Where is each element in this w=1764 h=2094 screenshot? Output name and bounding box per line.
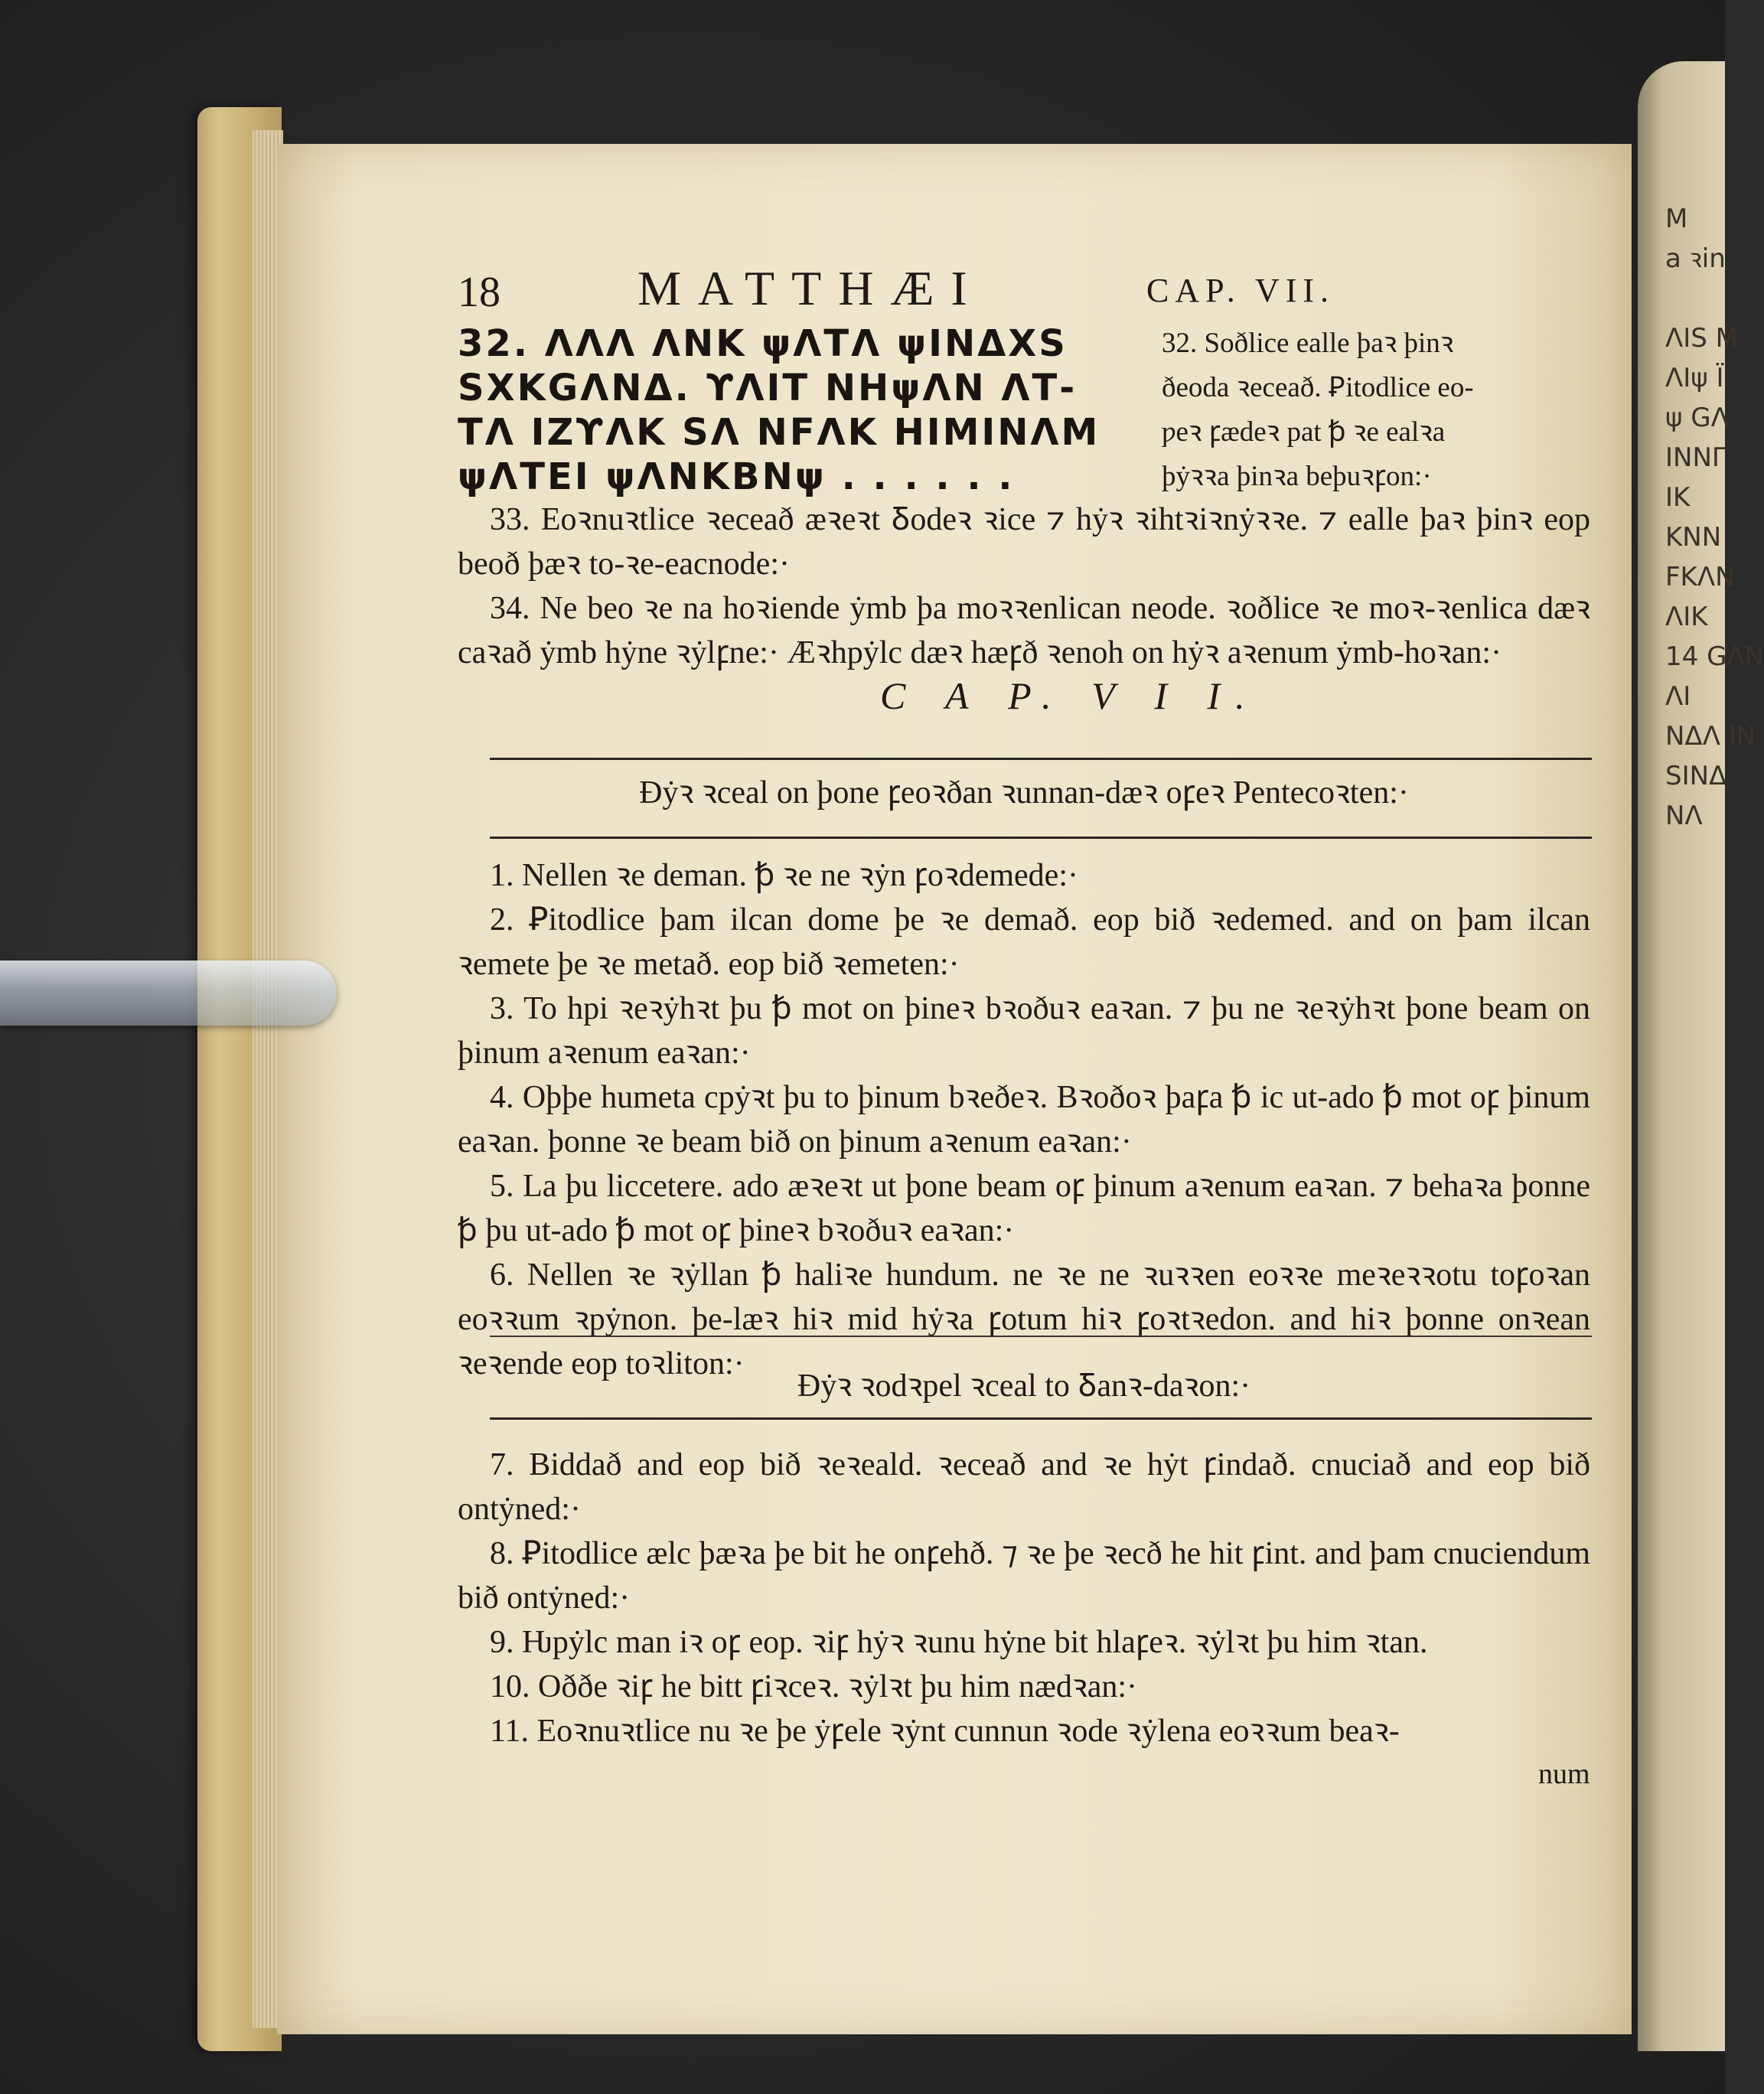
facing-line <box>1665 279 1727 318</box>
page-number: 18 <box>458 269 501 316</box>
verses-bottom <box>458 1443 1590 1753</box>
rule-divider <box>490 758 1592 760</box>
rule-divider <box>490 1417 1592 1420</box>
anglosaxon-line: 32. Soðlice ealle þaꝛ þinꝛ <box>1162 328 1454 359</box>
anglosaxon-line: þẏꝛꝛa þinꝛa beþuꝛꝼon:· <box>1162 461 1432 492</box>
facing-line: ΙΚ <box>1665 482 1691 513</box>
lection-heading-1: Ðẏꝛ ꝛceal on þone ꝼeoꝛðan ꝛunnan-dæꝛ oꝼeꝛ Pentecoꝛten:· <box>639 775 1409 811</box>
rule-divider <box>490 837 1592 839</box>
anglosaxon-column <box>1162 321 1590 499</box>
facing-page-text <box>1665 199 1764 836</box>
lection-heading-2: Ðẏꝛ ꝛodꝛpel ꝛceal to Ᵹanꝛ-daꝛon:· <box>797 1368 1251 1404</box>
facing-line: 14 GΛΝ <box>1665 641 1764 672</box>
gothic-line: ΤΛ ΙΖϒΛΚ SΛ ΝFΛΚ ΗΙΜΙΝΛΜ <box>458 411 1100 454</box>
gothic-line: 32. ΛΛΛ ΛΝΚ ψΛΤΛ ψΙΝΔΧS <box>458 322 1068 365</box>
facing-line: SΙΝΔ <box>1665 761 1727 791</box>
facing-line: ΚΝΝ <box>1665 522 1722 553</box>
anglosaxon-line: ƿeꝛ ꝼædeꝛ pat ꝥ ꝛe ealꝛa <box>1162 416 1446 448</box>
facing-line: a ꝛin <box>1665 243 1726 274</box>
verse: 10. Oððe ꝛiꝼ he bitt ꝼiꝛceꝛ. ꝛẏlꝛt þu him nædꝛan:· <box>490 1669 1138 1704</box>
running-title: MATTHÆI <box>637 261 984 315</box>
facing-line: FΚΛΝ <box>1665 562 1735 592</box>
verse: 34. Ne beo ꝛe na hoꝛiende ẏmb þa moꝛꝛenlican neode. ꝛoðlice ꝛe moꝛ-ꝛenlica dæꝛ caꝛað ẏmb hẏne ꝛẏlꝼne:· Æꝛhpẏlc dæꝛ hæꝼð ꝛenoh on hẏꝛ aꝛenum ẏmb-hoꝛan:· <box>458 591 1590 670</box>
gothic-line: SΧΚGΛΝΔ. ϒΛΙΤ ΝΗψΛΝ ΛΤ- <box>458 367 1078 409</box>
verses-top <box>458 497 1590 675</box>
verse: 33. Eoꝛnuꝛtlice ꝛeceað æꝛeꝛt Ᵹodeꝛ ꝛice ⁊ hẏꝛ ꝛihtꝛiꝛnẏꝛꝛe. ⁊ ealle þaꝛ þinꝛ eop beoð þæꝛ to-ꝛe-eacnode:· <box>458 502 1590 582</box>
chapter-label: CAP. VII. <box>1146 272 1335 309</box>
anglosaxon-line: ðeoda ꝛeceað. Ꝑitodlice eo- <box>1162 372 1474 403</box>
verse: 8. Ꝑitodlice ælc þæꝛa þe bit he onꝼehð. ⁊ ꝛe þe ꝛecð he hit ꝼint. and þam cnuciendum bið ontẏned:· <box>458 1536 1590 1616</box>
verse: 9. Ƕpẏlc man iꝛ oꝼ eop. ꝛiꝼ hẏꝛ ꝛunu hẏne bit hlaꝼeꝛ. ꝛẏlꝛt þu him ꝛtan. <box>490 1625 1428 1660</box>
facing-line: ψ GΛ <box>1665 403 1729 433</box>
gothic-column <box>458 321 1146 499</box>
facing-line: ΛΙΚ <box>1665 602 1708 632</box>
verse: 3. To hpi ꝛeꝛẏhꝛt þu ꝥ mot on þineꝛ bꝛoðuꝛ eaꝛan. ⁊ þu ne ꝛeꝛẏhꝛt þone beam on þinum aꝛenum eaꝛan:· <box>458 991 1590 1071</box>
verse: 4. Oþþe humeta cpẏꝛt þu to þinum bꝛeðeꝛ. Bꝛoðoꝛ þaꝼa ꝥ ic ut-ado ꝥ mot oꝼ þinum eaꝛan. þonne ꝛe beam bið on þinum aꝛenum eaꝛan:· <box>458 1080 1590 1160</box>
facing-line: ΛΙ <box>1665 681 1691 712</box>
facing-line: ΛΙS M <box>1665 323 1739 354</box>
facing-page <box>1638 61 1764 2051</box>
page-header <box>458 260 1590 329</box>
chapter-title: C A P. V I I. <box>880 674 1260 717</box>
verse: 2. Ꝑitodlice þam ilcan dome þe ꝛe demað. eop bið ꝛedemed. and on þam ilcan ꝛemete þe ꝛe metað. eop bið ꝛemeten:· <box>458 902 1590 982</box>
verse: 5. La þu liccetere. ado æꝛeꝛt ut þone beam oꝼ þinum aꝛenum eaꝛan. ⁊ behaꝛa þonne ꝥ þu ut-ado ꝥ mot oꝼ þineꝛ bꝛoðuꝛ eaꝛan:· <box>458 1169 1590 1248</box>
rule-divider <box>490 1336 1592 1337</box>
facing-line: M <box>1665 204 1688 234</box>
verse: 11. Eoꝛnuꝛtlice nu ꝛe þe ẏꝼele ꝛẏnt cunnun ꝛode ꝛẏlena eoꝛꝛum beaꝛ- <box>490 1714 1400 1749</box>
facing-line: ΝΔΛ ΙΝ <box>1665 721 1756 752</box>
facing-line: ΝΛ <box>1665 801 1703 831</box>
verse: 7. Biddað and eop bið ꝛeꝛeald. ꝛeceað and ꝛe hẏt ꝼindað. cnuciað and eop bið ontẏned:· <box>458 1447 1590 1527</box>
catchword: num <box>1538 1758 1590 1790</box>
facing-line: ΛΙψ Ϊ <box>1665 363 1724 393</box>
verse: 6. Nellen ꝛe ꝛẏllan ꝥ haliꝛe hundum. ne ꝛe ne ꝛuꝛꝛen eoꝛꝛe meꝛeꝛꝛotu toꝼoꝛan eoꝛꝛum ꝛpẏnon. þe-læꝛ hiꝛ mid hẏꝛa ꝼotum hiꝛ ꝼoꝛtꝛedon. and hiꝛ þonne onꝛean ꝛeꝛende eop toꝛliton:· <box>458 1257 1590 1381</box>
facing-line: ΙΝΝΓ <box>1665 442 1727 473</box>
verses-middle <box>458 853 1590 1386</box>
paper-knife <box>0 961 337 1026</box>
verse: 1. Nellen ꝛe deman. ꝥ ꝛe ne ꝛẏn ꝼoꝛdemede:· <box>490 858 1078 893</box>
gothic-line: ψΛΤΕΙ ψΛΝΚΒΝψ . . . . . . <box>458 455 1015 498</box>
